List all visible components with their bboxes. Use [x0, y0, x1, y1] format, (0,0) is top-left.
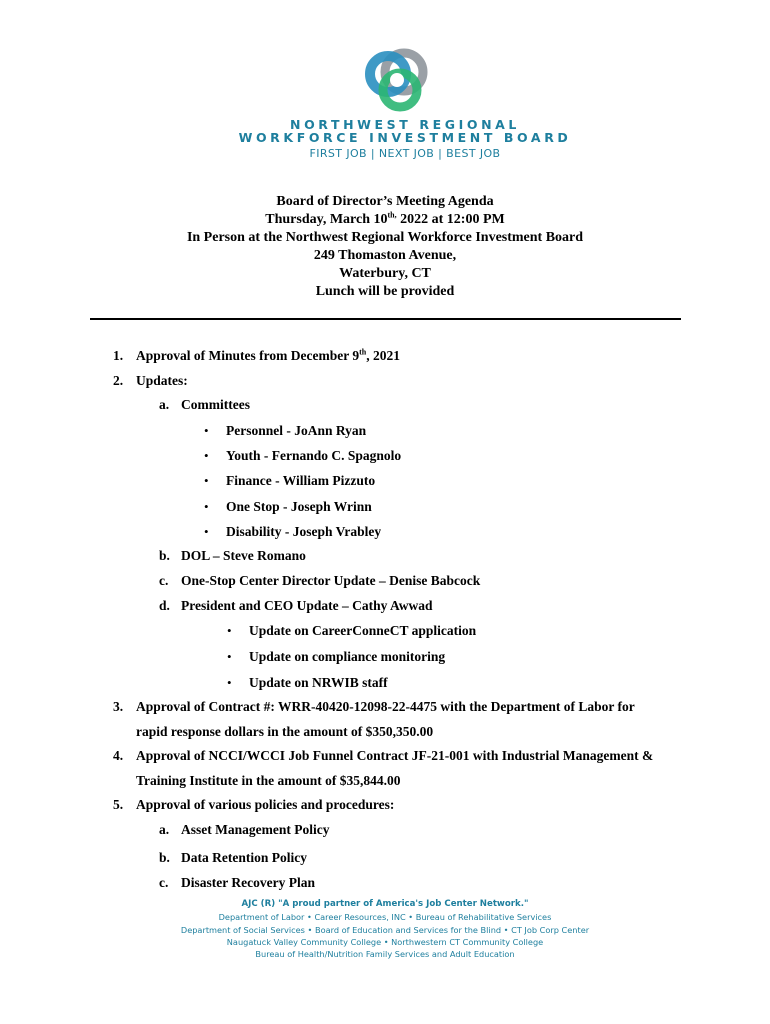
committee-item: Disability - Joseph Vrabley: [226, 524, 382, 539]
org-name-line2: WORKFORCE INVESTMENT BOARD: [238, 130, 572, 145]
item-number: 5.: [113, 797, 124, 812]
item-number: 2.: [113, 373, 124, 388]
meeting-city: Waterbury, CT: [339, 266, 431, 281]
footer-partners-line: Department of Labor • Career Resources, INC • Bureau of Rehabilitative Services: [218, 912, 552, 922]
meeting-address: 249 Thomaston Avenue,: [313, 248, 457, 263]
subitem-label: b.: [159, 548, 170, 563]
agenda-item-job-funnel-line2: Training Institute in the amount of $35,844.00: [136, 773, 401, 788]
subitem-label: b.: [159, 850, 170, 865]
agenda-title: Board of Director’s Meeting Agenda: [276, 194, 494, 209]
committee-item: Youth - Fernando C. Spagnolo: [226, 448, 402, 463]
bullet-icon: •: [227, 623, 232, 638]
policy-disaster-recovery: Disaster Recovery Plan: [181, 875, 315, 890]
footer-ajc-line: AJC (R) "A proud partner of America's Job Center Network.": [241, 899, 529, 909]
policy-asset-management: Asset Management Policy: [181, 822, 330, 837]
subitem-dol: DOL – Steve Romano: [181, 548, 306, 563]
bullet-icon: •: [204, 448, 209, 463]
subitem-label: c.: [159, 875, 169, 890]
ceo-update-item: Update on compliance monitoring: [249, 649, 446, 664]
subitem-label: d.: [159, 598, 170, 613]
subitem-committees: Committees: [181, 397, 250, 412]
ceo-update-item: Update on CareerConneCT application: [249, 623, 477, 638]
agenda-item-contract-line2: rapid response dollars in the amount of $350,350.00: [136, 724, 434, 739]
committee-item: Personnel - JoAnn Ryan: [226, 423, 367, 438]
bullet-icon: •: [204, 524, 209, 539]
item-number: 3.: [113, 699, 124, 714]
footer-partners-line: Bureau of Health/Nutrition Family Services and Adult Education: [255, 949, 515, 959]
lunch-note: Lunch will be provided: [315, 284, 455, 299]
ceo-update-item: Update on NRWIB staff: [249, 675, 388, 690]
agenda-item-contract-line1: Approval of Contract #: WRR-40420-12098-22-4475 with the Department of Labor for: [136, 699, 635, 714]
committee-item: One Stop - Joseph Wrinn: [226, 499, 372, 514]
committee-item: Finance - William Pizzuto: [226, 473, 376, 488]
org-name-line1: NORTHWEST REGIONAL: [290, 117, 520, 132]
item-number: 4.: [113, 748, 124, 763]
policy-data-retention: Data Retention Policy: [181, 850, 307, 865]
item-number: 1.: [113, 348, 124, 363]
bullet-icon: •: [227, 649, 232, 664]
tagline: FIRST JOB | NEXT JOB | BEST JOB: [309, 147, 501, 160]
meeting-date: Thursday, March $10^{th,}$ 2022 at 12:00 PM: [265, 210, 505, 227]
bullet-icon: •: [204, 423, 209, 438]
subitem-label: c.: [159, 573, 169, 588]
subitem-label: a.: [159, 397, 170, 412]
agenda-item-job-funnel-line1: Approval of NCCI/WCCI Job Funnel Contract JF-21-001 with Industrial Management &: [136, 748, 654, 763]
meeting-location: In Person at the Northwest Regional Workforce Investment Board: [186, 230, 584, 245]
footer-partners-line: Department of Social Services • Board of Education and Services for the Blind • CT Job Corp Center: [180, 925, 590, 935]
meeting-header: [0, 193, 770, 301]
footer-partners-line: Naugatuck Valley Community College • Northwestern CT Community College: [226, 937, 544, 947]
subitem-ceo-update: President and CEO Update – Cathy Awwad: [181, 598, 433, 613]
bullet-icon: •: [204, 499, 209, 514]
subitem-one-stop: One-Stop Center Director Update – Denise Babcock: [181, 573, 481, 588]
bullet-icon: •: [227, 675, 232, 690]
nrwib-logo: [360, 48, 430, 114]
header-divider: [90, 318, 681, 320]
bullet-icon: •: [204, 473, 209, 488]
agenda-item-minutes: Approval of Minutes from December 9th, 2021: [136, 347, 400, 363]
agenda-item-policies: Approval of various policies and procedures:: [136, 797, 395, 812]
agenda-item-updates: Updates:: [136, 373, 188, 388]
subitem-label: a.: [159, 822, 170, 837]
